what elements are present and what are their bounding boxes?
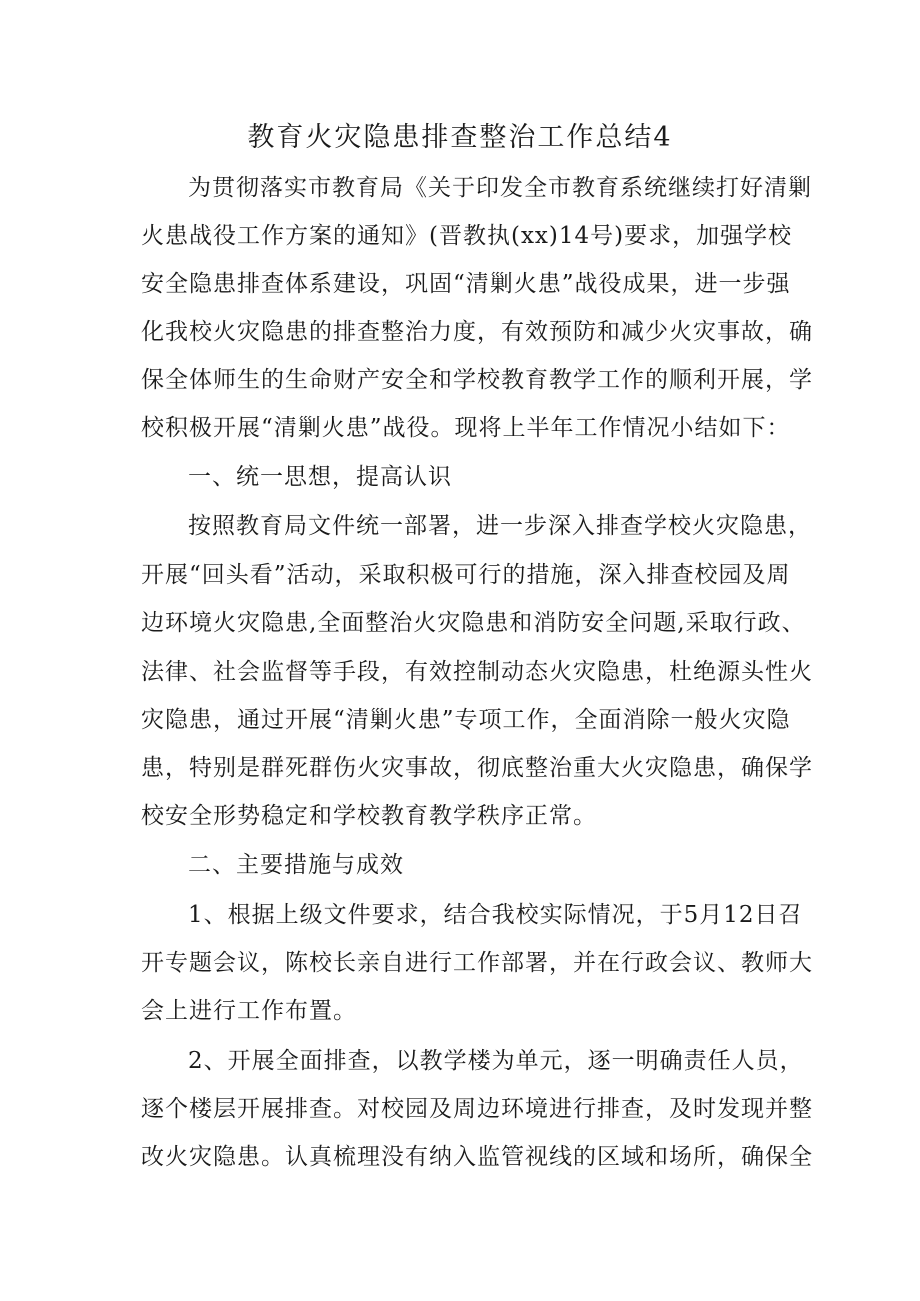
paragraph-line: 法律、社会监督等手段，有效控制动态火灾隐患，杜绝源头性火 [141,659,813,685]
section-heading: 二、主要措施与成效 [188,852,404,878]
paragraph-line: 改火灾隐患。认真梳理没有纳入监管视线的区域和场所，确保全 [141,1144,813,1170]
paragraph-line: 边环境火灾隐患,全面整治火灾隐患和消防安全问题,采取行政、 [141,610,806,636]
paragraph-line: 保全体师生的生命财产安全和学校教育教学工作的顺利开展，学 [141,367,813,393]
paragraph-line: 按照教育局文件统一部署，进一步深入排查学校火灾隐患， [188,513,812,539]
section-heading: 一、统一思想，提高认识 [188,464,452,490]
paragraph-line: 校积极开展“清剿火患”战役。现将上半年工作情况小结如下： [141,415,791,441]
paragraph-line: 安全隐患排查体系建设，巩固“清剿火患”战役成果，进一步强 [141,271,791,297]
paragraph-line: 校安全形势稳定和学校教育教学秩序正常。 [141,803,597,829]
document-title: 教育火灾隐患排查整治工作总结4 [247,122,673,153]
paragraph-line: 灾隐患，通过开展“清剿火患”专项工作，全面消除一般火灾隐 [141,707,791,733]
paragraph-line: 化我校火灾隐患的排查整治力度，有效预防和减少火灾事故，确 [141,319,813,345]
paragraph-line: 开专题会议，陈校长亲自进行工作部署，并在行政会议、教师大 [141,950,813,976]
paragraph-line: 会上进行工作布置。 [141,998,357,1024]
paragraph-line: 1、根据上级文件要求，结合我校实际情况，于5月12日召 [188,902,803,928]
paragraph-line: 逐个楼层开展排查。对校园及周边环境进行排查，及时发现并整 [141,1096,813,1122]
paragraph-line: 火患战役工作方案的通知》(晋教执(xx)14号)要求，加强学校 [141,223,793,249]
paragraph-line: 患，特别是群死群伤火灾事故，彻底整治重大火灾隐患，确保学 [141,755,813,781]
paragraph-line: 2、开展全面排查，以教学楼为单元，逐一明确责任人员， [188,1048,804,1074]
paragraph-line: 为贯彻落实市教育局《关于印发全市教育系统继续打好清剿 [188,175,812,201]
paragraph-line: 开展“回头看”活动，采取积极可行的措施，深入排查校园及周 [141,562,791,588]
